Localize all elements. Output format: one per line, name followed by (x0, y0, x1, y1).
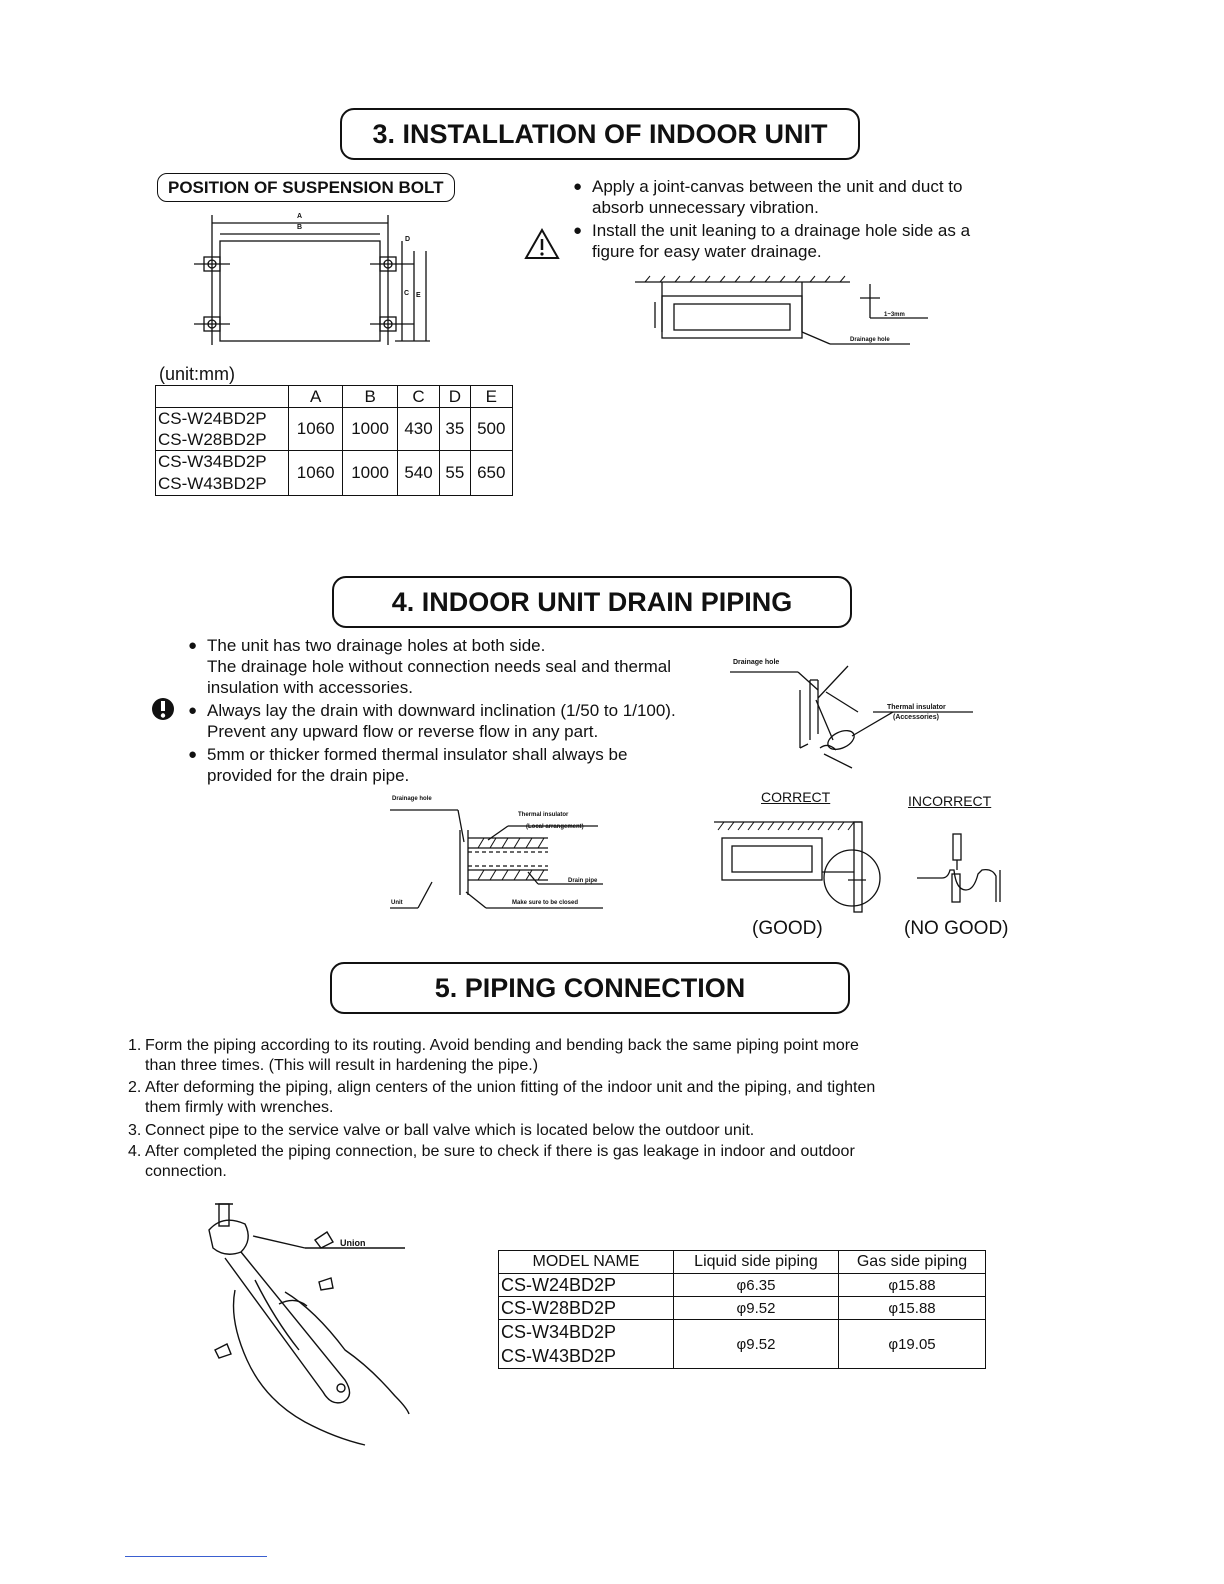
gas-cell: φ19.05 (839, 1320, 986, 1369)
incorrect-install-figure (912, 830, 1022, 910)
bullet-icon: ● (188, 637, 198, 654)
model-cell: CS-W24BD2P (499, 1274, 674, 1297)
wrench-illustration (195, 1200, 425, 1445)
attention-icon (151, 697, 175, 721)
gap-label: 1~3mm (884, 312, 905, 318)
drain-line-2: The drainage hole without connection needs seal and thermal (207, 657, 672, 676)
good-label: (GOOD) (752, 918, 823, 939)
value-cell: 1000 (343, 451, 397, 496)
model-name: CS-W24BD2P (158, 409, 267, 428)
table-header-cell: Liquid side piping (674, 1251, 839, 1274)
bullet-icon: ● (188, 746, 198, 763)
dim-label-d: D (405, 236, 411, 243)
table-header-cell (156, 386, 289, 408)
dimension-table (155, 385, 513, 496)
value-cell: 650 (470, 451, 512, 496)
list-number: 1. (128, 1037, 142, 1054)
value-cell: 1000 (343, 408, 397, 451)
value-cell: 430 (397, 408, 439, 451)
value-cell: 1060 (289, 451, 343, 496)
suspension-bolt-diagram (190, 205, 440, 355)
model-name: CS-W34BD2P (501, 1322, 617, 1342)
drain-line-6: 5mm or thicker formed thermal insulator shall always be (207, 745, 628, 764)
table-header-row (499, 1251, 986, 1274)
drain-line-5: Prevent any upward flow or reverse flow in any part. (207, 722, 599, 741)
list-item-line-2: than three times. (This will result in hardening the pipe.) (145, 1057, 539, 1074)
model-cell: CS-W28BD2P (499, 1297, 674, 1320)
model-cell (156, 408, 289, 451)
table-header-cell: B (343, 386, 397, 408)
table-row (499, 1297, 986, 1320)
install-bullet-1 (573, 176, 1052, 218)
piping-size-table (498, 1250, 986, 1369)
fig-b-drain-label: Drainage hole (392, 796, 432, 802)
list-item-line-1: After completed the piping connection, be sure to check if there is gas leakage in indoor and outdoor (145, 1143, 855, 1160)
fig-a-insulator-label: Thermal insulator (887, 704, 946, 711)
gas-cell: φ15.88 (839, 1274, 986, 1297)
install-bullet-1-line-2: absorb unnecessary vibration. (592, 198, 819, 217)
drain-hole-label: Drainage hole (850, 337, 890, 343)
drain-line-4: Always lay the drain with downward inclination (1/50 to 1/100). (207, 701, 676, 720)
model-name: CS-W28BD2P (158, 430, 267, 449)
incorrect-label: INCORRECT (908, 793, 992, 809)
fig-b-pipe-label: Drain pipe (568, 878, 598, 884)
table-row (156, 408, 513, 451)
gas-cell: φ15.88 (839, 1297, 986, 1320)
model-cell (156, 451, 289, 496)
table-header-cell: A (289, 386, 343, 408)
fig-b-local-label: (Local arrangement) (526, 824, 584, 830)
drain-bullet-1 (188, 635, 727, 698)
drain-line-7: provided for the drain pipe. (207, 766, 410, 785)
dim-label-b: B (297, 224, 303, 231)
install-bullet-1-line-1: Apply a joint-canvas between the unit and duct to (592, 177, 963, 196)
section-3-title: 3. INSTALLATION OF INDOOR UNIT (340, 108, 860, 160)
nogood-label: (NO GOOD) (904, 918, 1009, 939)
section-5-title: 5. PIPING CONNECTION (330, 962, 850, 1014)
list-number: 4. (128, 1143, 142, 1160)
correct-install-figure (712, 808, 892, 916)
suspension-bolt-subtitle: POSITION OF SUSPENSION BOLT (157, 173, 455, 202)
value-cell: 540 (397, 451, 439, 496)
table-header-cell: C (397, 386, 439, 408)
list-item-line-1: Connect pipe to the service valve or ball valve which is located below the outdoor unit. (145, 1122, 755, 1139)
list-item-line-1: Form the piping according to its routing. Avoid bending and bending back the same piping point more (145, 1037, 859, 1054)
caution-icon (524, 228, 560, 260)
install-bullet-2 (573, 220, 1052, 262)
section-4-title: 4. INDOOR UNIT DRAIN PIPING (332, 576, 852, 628)
install-bullet-2-line-1: Install the unit leaning to a drainage hole side as a (592, 221, 971, 240)
table-row (156, 451, 513, 496)
fig-a-accessories-label: (Accessories) (893, 714, 939, 721)
install-bullet-2-line-2: figure for easy water drainage. (592, 242, 822, 261)
union-label: Union (340, 1238, 366, 1248)
liquid-cell: φ9.52 (674, 1297, 839, 1320)
drain-line-3: insulation with accessories. (207, 678, 413, 697)
list-item (128, 1142, 1025, 1182)
liquid-cell: φ9.52 (674, 1320, 839, 1369)
model-name: CS-W43BD2P (501, 1346, 617, 1366)
table-header-cell: D (440, 386, 470, 408)
list-number: 3. (128, 1122, 142, 1139)
model-name: CS-W34BD2P (158, 452, 267, 471)
footer-rule (125, 1556, 267, 1557)
value-cell: 500 (470, 408, 512, 451)
list-item (128, 1036, 1025, 1076)
model-name: CS-W43BD2P (158, 474, 267, 493)
fig-b-closed-label: Make sure to be closed (512, 900, 579, 906)
liquid-cell: φ6.35 (674, 1274, 839, 1297)
value-cell: 1060 (289, 408, 343, 451)
table-header-cell: MODEL NAME (499, 1251, 674, 1274)
fig-a-drain-label: Drainage hole (733, 659, 780, 666)
list-item-line-1: After deforming the piping, align centers of the union fitting of the indoor unit and the piping, and tighten (145, 1079, 876, 1096)
bullet-icon: ● (573, 222, 583, 239)
bullet-icon: ● (573, 178, 583, 195)
drain-line-1: The unit has two drainage holes at both side. (207, 636, 546, 655)
value-cell: 35 (440, 408, 470, 451)
table-row (499, 1274, 986, 1297)
table-header-row (156, 386, 513, 408)
bullet-icon: ● (188, 702, 198, 719)
drain-seal-figure (728, 660, 978, 770)
table-header-cell: Gas side piping (839, 1251, 986, 1274)
dim-label-e: E (416, 292, 421, 299)
fig-b-unit-label: Unit (391, 900, 403, 906)
fig-b-insulator-label: Thermal insulator (518, 812, 569, 818)
model-cell (499, 1320, 674, 1369)
list-item (128, 1078, 1025, 1118)
value-cell: 55 (440, 451, 470, 496)
drain-pipe-figure (388, 800, 608, 915)
drain-bullet-3 (188, 744, 727, 786)
table-row (499, 1320, 986, 1369)
list-item (128, 1121, 1025, 1141)
list-item-line-2: them firmly with wrenches. (145, 1099, 334, 1116)
dim-label-a: A (297, 213, 303, 220)
drain-bullet-2 (188, 700, 747, 742)
correct-label: CORRECT (761, 789, 831, 805)
dim-label-c: C (404, 290, 410, 297)
unit-note: (unit:mm) (159, 364, 235, 384)
list-number: 2. (128, 1079, 142, 1096)
list-item-line-2: connection. (145, 1163, 227, 1180)
table-header-cell: E (470, 386, 512, 408)
